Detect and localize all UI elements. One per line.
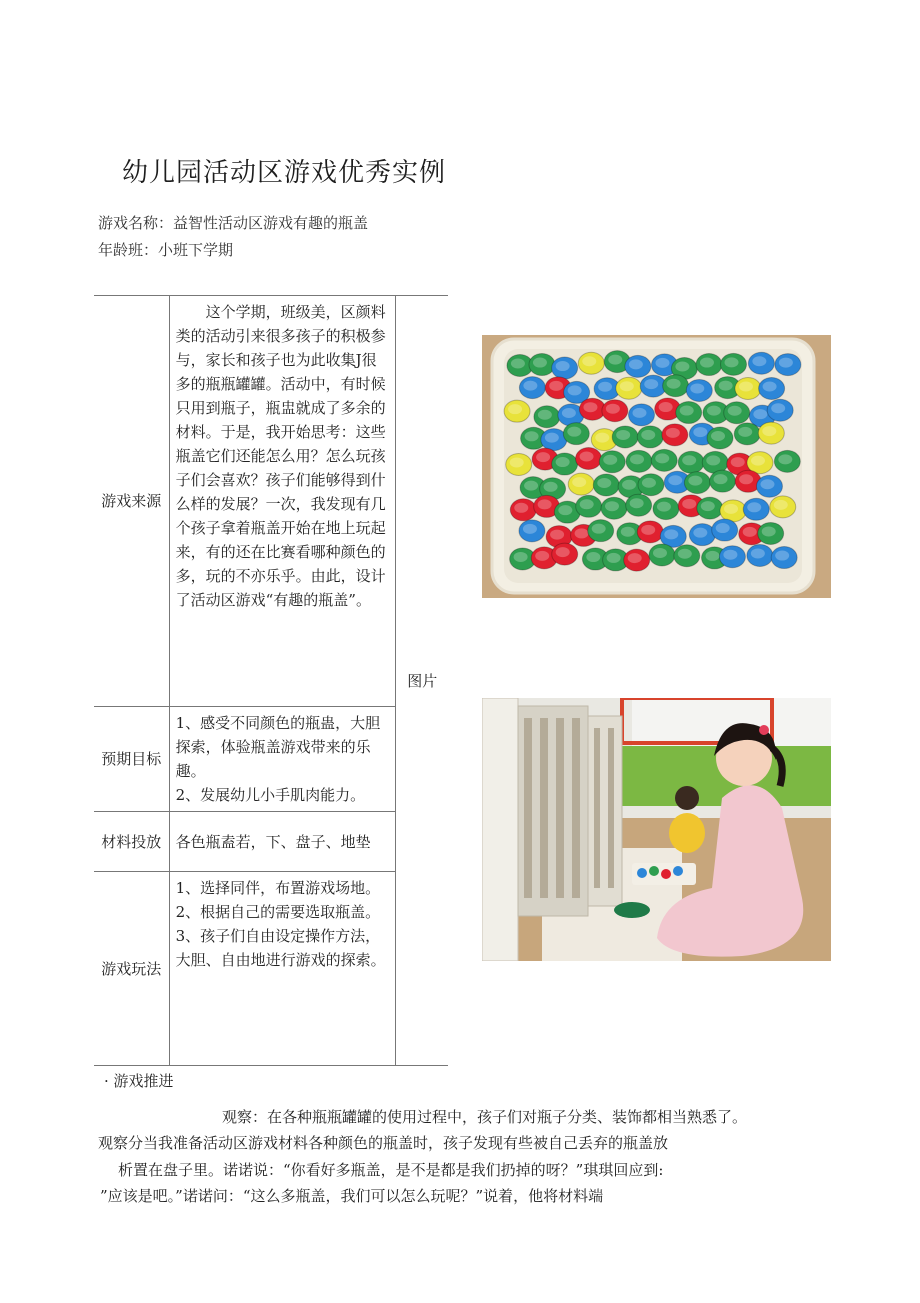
bottle-cap-highlight — [544, 482, 558, 492]
bottle-cap-highlight — [760, 479, 774, 489]
bottle-cap-highlight — [514, 552, 528, 562]
bottle-cap-highlight — [606, 404, 620, 414]
bottle-cap-highlight — [536, 452, 550, 462]
bottle-cap-highlight — [622, 480, 636, 490]
bottle-cap-highlight — [657, 502, 671, 512]
bottle-cap-highlight — [763, 382, 777, 392]
bottle-cap-highlight — [641, 525, 655, 535]
bottle-cap-highlight — [667, 379, 681, 389]
bottle-cap-highlight — [711, 431, 725, 441]
play-line: 3、孩子们自由设定操作方法，大胆、自由地进行游戏的探索。 — [175, 927, 386, 969]
bottle-cap-highlight — [753, 409, 767, 419]
bottle-caps-image — [482, 335, 831, 598]
bottle-cap-highlight — [716, 523, 730, 533]
bottle-cap-highlight — [511, 358, 525, 368]
bottle-cap-highlight — [725, 357, 739, 367]
child-playing-image — [482, 698, 831, 961]
bottle-cap-highlight — [752, 356, 766, 366]
bottle-cap-highlight — [762, 426, 776, 436]
bottle-cap-highlight — [659, 402, 673, 412]
bottle-cap-highlight — [556, 547, 570, 557]
bottle-cap-highlight — [550, 530, 564, 540]
paragraph-line: 观察分当我准备活动区游戏材料各种颜色的瓶盖时，孩子发现有些被自己丢弃的瓶盖放 — [98, 1134, 669, 1152]
bottle-cap-highlight — [690, 383, 704, 393]
bottle-cap-highlight — [524, 481, 538, 491]
bottle-cap-highlight — [779, 358, 793, 368]
play-line: 1、选择同伴，布置游戏场地。 — [175, 879, 381, 897]
bottle-cap-highlight — [642, 478, 656, 488]
goal-line: 1、感受不同颜色的瓶蛊，大胆探索，体验瓶盖游戏带来的乐趣。 — [175, 714, 381, 780]
bottle-cap-highlight — [739, 474, 753, 484]
bottle-cap-highlight — [739, 382, 753, 392]
bottle-cap-highlight — [628, 553, 642, 563]
bottle-cap-highlight — [567, 427, 581, 437]
bottle-cap-highlight — [762, 526, 776, 536]
materials-label: 材料投放 — [94, 812, 169, 872]
bottle-cap-highlight — [751, 456, 765, 466]
page-title: 幼儿园活动区游戏优秀实例 — [122, 158, 447, 188]
bottle-cap-highlight — [583, 402, 597, 412]
bottle-cap-highlight — [775, 551, 789, 561]
play-cell — [169, 872, 396, 1066]
bottle-cap-highlight — [607, 553, 621, 563]
bottle-cap-highlight — [572, 477, 586, 487]
bottle-caps-tray-photo — [482, 335, 831, 598]
bottle-cap-highlight — [630, 454, 644, 464]
bottle-cap-highlight — [510, 457, 524, 467]
bottle-cap-highlight — [714, 474, 728, 484]
section-heading: · 游戏推进 — [104, 1072, 174, 1090]
play-label: 游戏玩法 — [94, 872, 169, 1066]
bottle-cap-highlight — [666, 428, 680, 438]
bottle-cap-highlight — [582, 356, 596, 366]
play-line: 2、根据自己的需要选取瓶盖。 — [175, 903, 381, 921]
bottle-cap-highlight — [682, 499, 696, 509]
bottle-cap-highlight — [575, 528, 589, 538]
source-text: 这个学期，班级美，区颜料类的活动引来很多孩子的积极参与，家长和孩子也为此收集J很多的瓶瓶罐罐。活动中，有时候只用到瓶子，瓶盅就成了多余的材料。于是，我开始思考：这些瓶盖它们还能怎么用？怎么玩孩子们会喜欢？孩子们能够得到什么样的发展？一次，我发现有几个孩子拿着瓶盖开始在地上玩起来，有的还在比赛看哪种颜色的多，玩的不亦乐乎。由此，设计了活动区游戏“有趣的瓶盖”。 — [175, 303, 386, 609]
bottle-cap-highlight — [693, 427, 707, 437]
bottle-cap-highlight — [701, 501, 715, 511]
bottle-cap-highlight — [743, 527, 757, 537]
bottle-cap-highlight — [549, 381, 563, 391]
bottle-cap-highlight — [597, 478, 611, 488]
bottle-cap-highlight — [545, 433, 559, 443]
bottle-cap-highlight — [731, 457, 745, 467]
bottle-cap-highlight — [682, 455, 696, 465]
bottle-cap-highlight — [644, 379, 658, 389]
bottle-cap-highlight — [608, 355, 622, 365]
goal-line: 2、发展幼儿小手肌肉能力。 — [175, 786, 366, 804]
bottle-cap-highlight — [707, 406, 721, 416]
bottle-cap-highlight — [653, 548, 667, 558]
source-cell — [169, 296, 396, 707]
bottle-cap-highlight — [629, 359, 643, 369]
game-name: 游戏名称：益智性活动区游戏有趣的瓶盖 — [98, 214, 369, 232]
bottle-cap-highlight — [586, 552, 600, 562]
bottle-cap-highlight — [700, 358, 714, 368]
bottle-cap-highlight — [580, 499, 594, 509]
bottle-cap-highlight — [678, 549, 692, 559]
bottle-cap-highlight — [556, 457, 570, 467]
bottle-cap-highlight — [535, 551, 549, 561]
paragraph-line: 观察：在各种瓶瓶罐罐的使用过程中，孩子们对瓶子分类、装饰都相当熟悉了。 — [222, 1108, 748, 1126]
bottle-cap-highlight — [595, 433, 609, 443]
bottle-cap-highlight — [580, 451, 594, 461]
bottle-cap-highlight — [747, 502, 761, 512]
bottle-cap-highlight — [538, 410, 552, 420]
goals-cell — [169, 707, 396, 812]
bottle-cap-highlight — [523, 381, 537, 391]
row-goals — [94, 707, 448, 812]
child-playing-photo — [482, 698, 831, 961]
bottle-cap-highlight — [655, 358, 669, 368]
paragraph-line: 析置在盘子里。诺诺说：“你看好多瓶盖，是不是都是我们扔掉的呀？”琪琪回应到: — [118, 1161, 664, 1179]
bottle-cap-highlight — [680, 406, 694, 416]
image-label: 图片 — [396, 296, 448, 1066]
bottle-cap-highlight — [630, 498, 644, 508]
bottle-cap-highlight — [641, 430, 655, 440]
source-label: 游戏来源 — [94, 296, 169, 707]
goals-label: 预期目标 — [94, 707, 169, 812]
bottle-cap-highlight — [728, 406, 742, 416]
bottle-cap-highlight — [533, 358, 547, 368]
bottle-cap-highlight — [562, 408, 576, 418]
bottle-cap-highlight — [664, 529, 678, 539]
age-class: 年龄班：小班下学期 — [98, 241, 234, 259]
bottle-cap-highlight — [556, 361, 570, 371]
bottle-cap-highlight — [598, 382, 612, 392]
row-play — [94, 872, 448, 1066]
bottle-cap-highlight — [655, 453, 669, 463]
bottle-cap-highlight — [568, 385, 582, 395]
bottle-cap-highlight — [738, 427, 752, 437]
bottle-cap-highlight — [514, 503, 528, 513]
bottle-cap-highlight — [592, 524, 606, 534]
bottle-cap-highlight — [706, 455, 720, 465]
bottle-cap-highlight — [603, 455, 617, 465]
bottle-cap-highlight — [771, 403, 785, 413]
bottle-cap-highlight — [774, 500, 788, 510]
row-source — [94, 296, 448, 707]
bottle-cap-highlight — [523, 524, 537, 534]
bottle-cap-highlight — [719, 381, 733, 391]
paragraph-line: ”应该是吧。”诺诺问：“这么多瓶盖，我们可以怎么玩呢？”说着，他将材料端 — [100, 1187, 604, 1205]
bottle-cap-highlight — [688, 476, 702, 486]
bottle-cap-highlight — [668, 475, 682, 485]
row-materials — [94, 812, 448, 872]
materials-text: 各色瓶盍若，下、盘子、地垫 — [169, 812, 396, 872]
bottle-cap-highlight — [508, 404, 522, 414]
bottle-cap-highlight — [778, 454, 792, 464]
bottle-cap-highlight — [616, 430, 630, 440]
bottle-cap-highlight — [558, 505, 572, 515]
bottle-cap-highlight — [724, 504, 738, 514]
bottle-cap-highlight — [723, 550, 737, 560]
bottle-cap-highlight — [525, 431, 539, 441]
bottle-cap-highlight — [751, 548, 765, 558]
bottle-cap-highlight — [706, 551, 720, 561]
bottle-cap-highlight — [675, 362, 689, 372]
bottle-cap-highlight — [693, 528, 707, 538]
bottle-cap-highlight — [538, 499, 552, 509]
bottle-cap-highlight — [632, 408, 646, 418]
game-info-table — [94, 295, 448, 1066]
bottle-cap-highlight — [620, 381, 634, 391]
bottle-cap-highlight — [621, 527, 635, 537]
bottle-cap-highlight — [605, 501, 619, 511]
